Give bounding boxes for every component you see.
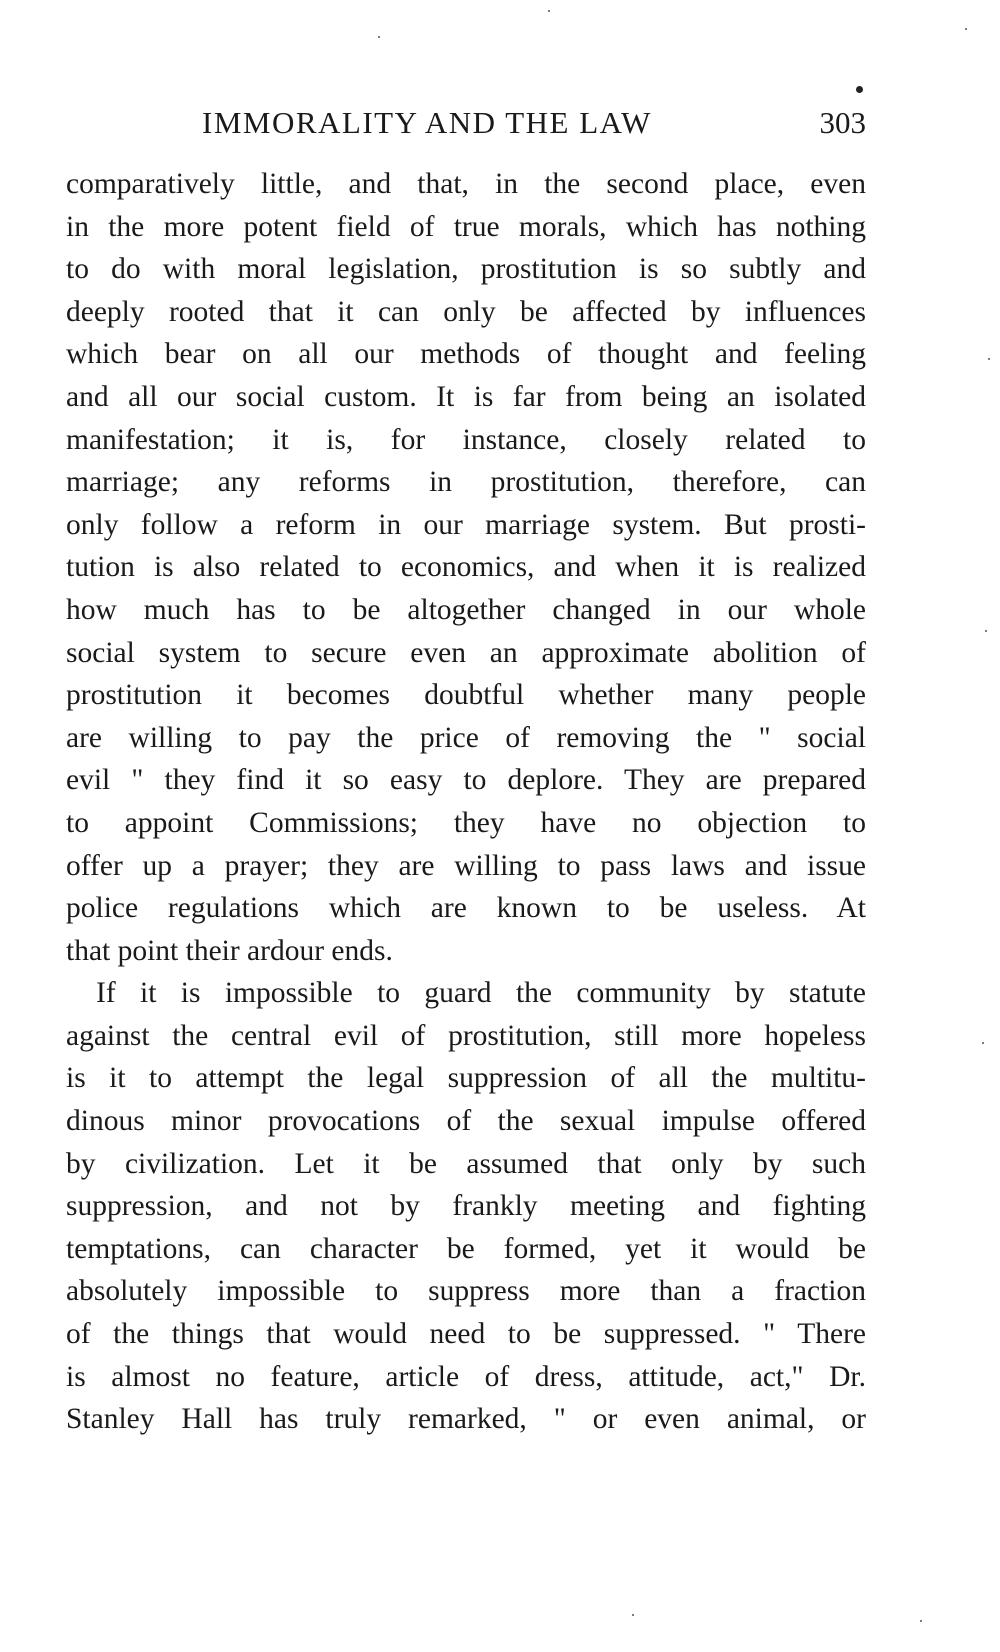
scan-speck bbox=[965, 28, 967, 30]
scan-speck bbox=[985, 630, 987, 632]
scan-speck bbox=[856, 86, 863, 93]
text-line: If it is impossible to guard the community by statute bbox=[96, 977, 866, 1010]
text-line: dinous minor provocations of the sexual impulse offered bbox=[66, 1105, 866, 1138]
text-line: offer up a prayer; they are willing to pass laws and issue bbox=[66, 849, 866, 882]
text-line: Stanley Hall has truly remarked, " or even animal, or bbox=[66, 1403, 866, 1436]
text-line: prostitution it becomes doubtful whether many people bbox=[66, 679, 866, 712]
text-line: of the things that would need to be suppressed. " There bbox=[66, 1318, 866, 1351]
text-line: only follow a reform in our marriage system. But prosti- bbox=[66, 508, 866, 541]
text-line: and all our social custom. It is far from being an isolated bbox=[66, 380, 866, 413]
scan-speck bbox=[548, 10, 550, 12]
text-line: is almost no feature, article of dress, attitude, act," Dr. bbox=[66, 1360, 866, 1393]
text-line: by civilization. Let it be assumed that only by such bbox=[66, 1147, 866, 1180]
text-line: deeply rooted that it can only be affected by influences bbox=[66, 295, 866, 328]
text-line: social system to secure even an approximate abolition of bbox=[66, 636, 866, 669]
paragraph-2 bbox=[66, 972, 866, 1441]
text-line: evil " they find it so easy to deplore. They are prepared bbox=[66, 764, 866, 797]
body-text bbox=[66, 163, 866, 1441]
paragraph-1 bbox=[66, 163, 866, 972]
text-line: in the more potent field of true morals, which has nothing bbox=[66, 210, 866, 243]
text-line: temptations, can character be formed, yet it would be bbox=[66, 1232, 866, 1265]
page-number: 303 bbox=[819, 105, 866, 140]
text-line: are willing to pay the price of removing the " social bbox=[66, 721, 866, 754]
text-line: comparatively little, and that, in the second place, even bbox=[66, 168, 866, 200]
text-line: absolutely impossible to suppress more than a fraction bbox=[66, 1275, 866, 1308]
text-line: how much has to be altogether changed in our whole bbox=[66, 593, 866, 626]
text-line: police regulations which are known to be useless. At bbox=[66, 892, 866, 925]
scan-speck bbox=[378, 36, 380, 38]
scan-speck bbox=[982, 1042, 984, 1044]
scan-speck bbox=[920, 1620, 922, 1622]
scan-speck bbox=[632, 1614, 634, 1616]
text-line: to appoint Commissions; they have no objection to bbox=[66, 806, 866, 839]
running-head bbox=[66, 103, 866, 143]
text-line: tution is also related to economics, and when it is realized bbox=[66, 551, 866, 584]
text-line: which bear on all our methods of thought and feeling bbox=[66, 338, 866, 371]
text-line: that point their ardour ends. bbox=[66, 934, 393, 967]
running-title: IMMORALITY AND THE LAW bbox=[202, 105, 652, 140]
text-line: to do with moral legislation, prostitution is so subtly and bbox=[66, 253, 866, 286]
text-line: manifestation; it is, for instance, closely related to bbox=[66, 423, 866, 456]
text-line: is it to attempt the legal suppression of all the multitu- bbox=[66, 1062, 866, 1095]
text-line: against the central evil of prostitution, still more hopeless bbox=[66, 1019, 866, 1052]
text-line: marriage; any reforms in prostitution, therefore, can bbox=[66, 466, 866, 499]
text-line: suppression, and not by frankly meeting and fighting bbox=[66, 1190, 866, 1223]
scan-speck bbox=[988, 358, 990, 360]
